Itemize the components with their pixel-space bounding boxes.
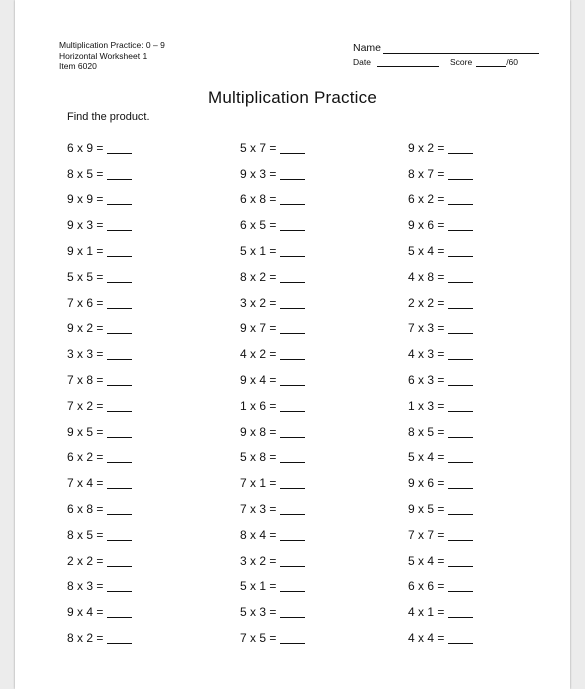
problem-item (67, 316, 132, 342)
meta-line: Item 6020 (59, 61, 97, 71)
answer-blank[interactable] (448, 193, 473, 205)
problem-item (408, 470, 473, 496)
problem-item (67, 419, 132, 445)
problem-text: 3 x 3 = (67, 347, 104, 362)
problem-text: 6 x 2 = (67, 450, 104, 465)
problem-text: 8 x 5 = (67, 166, 104, 181)
answer-blank[interactable] (107, 322, 132, 334)
problem-text: 6 x 8 = (67, 502, 104, 517)
problem-text: 5 x 1 = (240, 244, 277, 259)
problem-item (408, 496, 473, 522)
answer-blank[interactable] (280, 348, 305, 360)
problem-text: 7 x 6 = (67, 295, 104, 310)
problem-item (67, 625, 132, 651)
answer-blank[interactable] (107, 297, 132, 309)
answer-blank[interactable] (107, 451, 132, 463)
problem-item (67, 264, 132, 290)
answer-blank[interactable] (448, 374, 473, 386)
problem-item (408, 290, 473, 316)
problem-item (408, 419, 473, 445)
problem-text: 9 x 7 = (240, 321, 277, 336)
problem-item (408, 161, 473, 187)
problem-item (67, 212, 132, 238)
worksheet-page (15, 0, 570, 689)
problem-item (240, 574, 305, 600)
answer-blank[interactable] (280, 219, 305, 231)
problem-text: 4 x 1 = (408, 605, 445, 620)
problem-text: 1 x 3 = (408, 398, 445, 413)
problem-text: 3 x 2 = (240, 295, 277, 310)
answer-blank[interactable] (448, 632, 473, 644)
worksheet-meta (59, 40, 165, 72)
problem-text: 7 x 4 = (67, 476, 104, 491)
problem-text: 7 x 3 = (408, 321, 445, 336)
problem-text: 9 x 4 = (67, 605, 104, 620)
problem-text: 9 x 8 = (240, 424, 277, 439)
problem-text: 8 x 2 = (240, 269, 277, 284)
answer-blank[interactable] (448, 451, 473, 463)
score-label: Score (449, 57, 473, 67)
problem-item (240, 470, 305, 496)
problem-item (408, 548, 473, 574)
problem-item (408, 238, 473, 264)
problem-item (240, 290, 305, 316)
date-label: Date (353, 57, 371, 67)
answer-blank[interactable] (280, 632, 305, 644)
problem-item (240, 548, 305, 574)
problem-text: 7 x 7 = (408, 527, 445, 542)
problem-text: 7 x 3 = (240, 502, 277, 517)
problem-text: 8 x 4 = (240, 527, 277, 542)
answer-blank[interactable] (107, 271, 132, 283)
problem-item (67, 574, 132, 600)
answer-blank[interactable] (448, 322, 473, 334)
problem-item (408, 341, 473, 367)
problem-text: 5 x 1 = (240, 579, 277, 594)
answer-blank[interactable] (280, 142, 305, 154)
problem-text: 4 x 2 = (240, 347, 277, 362)
problem-item (67, 470, 132, 496)
problem-text: 6 x 3 = (408, 373, 445, 388)
problem-item (67, 238, 132, 264)
answer-blank[interactable] (107, 142, 132, 154)
problem-item (408, 367, 473, 393)
answer-blank[interactable] (448, 168, 473, 180)
answer-blank[interactable] (107, 426, 132, 438)
answer-blank[interactable] (448, 271, 473, 283)
problem-text: 8 x 5 = (67, 527, 104, 542)
answer-blank[interactable] (448, 477, 473, 489)
answer-blank[interactable] (448, 297, 473, 309)
answer-blank[interactable] (280, 271, 305, 283)
problem-item (67, 599, 132, 625)
problem-text: 3 x 2 = (240, 553, 277, 568)
problem-text: 2 x 2 = (408, 295, 445, 310)
problem-item (240, 367, 305, 393)
answer-blank[interactable] (107, 632, 132, 644)
page-title: Multiplication Practice (208, 88, 377, 107)
problem-item (67, 135, 132, 161)
problem-text: 5 x 8 = (240, 450, 277, 465)
meta-line: Horizontal Worksheet 1 (59, 50, 148, 61)
problem-text: 9 x 3 = (67, 218, 104, 233)
problem-item (67, 496, 132, 522)
problem-item (240, 135, 305, 161)
answer-blank[interactable] (280, 245, 305, 257)
problem-text: 5 x 7 = (240, 140, 277, 155)
answer-blank[interactable] (280, 451, 305, 463)
answer-blank[interactable] (280, 606, 305, 618)
problem-text: 7 x 2 = (67, 398, 104, 413)
problem-item (408, 187, 473, 213)
problem-text: 5 x 3 = (240, 605, 277, 620)
problem-item (408, 393, 473, 419)
meta-line: Multiplication Practice: 0 – 9 (59, 40, 165, 50)
answer-blank[interactable] (280, 374, 305, 386)
problem-item (240, 264, 305, 290)
problem-text: 9 x 3 = (240, 166, 277, 181)
problem-text: 9 x 2 = (67, 321, 104, 336)
problem-text: 1 x 6 = (240, 398, 277, 413)
problem-text: 9 x 6 = (408, 218, 445, 233)
student-info (353, 40, 539, 67)
problem-item (240, 161, 305, 187)
answer-blank[interactable] (107, 555, 132, 567)
answer-blank[interactable] (280, 168, 305, 180)
problem-item (408, 522, 473, 548)
answer-blank[interactable] (280, 297, 305, 309)
problem-text: 7 x 5 = (240, 631, 277, 646)
answer-blank[interactable] (107, 168, 132, 180)
answer-blank[interactable] (107, 400, 132, 412)
problem-text: 8 x 5 = (408, 424, 445, 439)
answer-blank[interactable] (280, 477, 305, 489)
problem-text: 7 x 8 = (67, 373, 104, 388)
answer-blank[interactable] (107, 503, 132, 515)
answer-blank[interactable] (448, 245, 473, 257)
answer-blank[interactable] (280, 322, 305, 334)
answer-blank[interactable] (280, 426, 305, 438)
problem-item (240, 212, 305, 238)
answer-blank[interactable] (107, 219, 132, 231)
answer-blank[interactable] (280, 580, 305, 592)
problem-item (240, 419, 305, 445)
problem-item (240, 238, 305, 264)
problem-column-3 (408, 135, 473, 651)
problem-text: 5 x 4 = (408, 450, 445, 465)
problem-item (408, 599, 473, 625)
problem-item (240, 445, 305, 471)
date-blank[interactable] (377, 58, 439, 67)
name-label: Name (353, 42, 382, 54)
problem-text: 4 x 8 = (408, 269, 445, 284)
answer-blank[interactable] (280, 555, 305, 567)
problem-column-1 (67, 135, 132, 651)
answer-blank[interactable] (448, 219, 473, 231)
problem-item (240, 599, 305, 625)
answer-blank[interactable] (448, 580, 473, 592)
problem-item (408, 264, 473, 290)
problem-text: 6 x 6 = (408, 579, 445, 594)
problem-item (240, 625, 305, 651)
problem-item (240, 316, 305, 342)
problem-column-2 (240, 135, 305, 651)
answer-blank[interactable] (280, 400, 305, 412)
answer-blank[interactable] (107, 245, 132, 257)
problem-item (240, 341, 305, 367)
problem-text: 7 x 1 = (240, 476, 277, 491)
answer-blank[interactable] (107, 529, 132, 541)
problem-item (240, 187, 305, 213)
problem-text: 8 x 3 = (67, 579, 104, 594)
answer-blank[interactable] (448, 529, 473, 541)
answer-blank[interactable] (107, 477, 132, 489)
problem-item (408, 135, 473, 161)
problem-text: 9 x 9 = (67, 192, 104, 207)
problem-text: 6 x 8 = (240, 192, 277, 207)
problem-text: 6 x 5 = (240, 218, 277, 233)
answer-blank[interactable] (107, 374, 132, 386)
problem-item (408, 574, 473, 600)
problem-text: 9 x 5 = (67, 424, 104, 439)
problem-item (240, 522, 305, 548)
problem-text: 4 x 3 = (408, 347, 445, 362)
answer-blank[interactable] (448, 348, 473, 360)
problem-item (408, 625, 473, 651)
problem-item (67, 290, 132, 316)
problem-text: 9 x 4 = (240, 373, 277, 388)
answer-blank[interactable] (107, 348, 132, 360)
problem-item (67, 393, 132, 419)
score-total: /60 (506, 57, 519, 67)
problem-item (408, 212, 473, 238)
date-score-row (353, 57, 539, 67)
problem-text: 9 x 6 = (408, 476, 445, 491)
problem-item (240, 496, 305, 522)
answer-blank[interactable] (448, 400, 473, 412)
problem-item (67, 548, 132, 574)
answer-blank[interactable] (448, 426, 473, 438)
name-blank[interactable] (383, 43, 539, 54)
problem-text: 8 x 7 = (408, 166, 445, 181)
problem-item (408, 445, 473, 471)
answer-blank[interactable] (107, 193, 132, 205)
problem-text: 4 x 4 = (408, 631, 445, 646)
answer-blank[interactable] (448, 606, 473, 618)
problem-text: 9 x 1 = (67, 244, 104, 259)
answer-blank[interactable] (280, 529, 305, 541)
name-row (353, 40, 539, 54)
problem-item (240, 393, 305, 419)
answer-blank[interactable] (280, 503, 305, 515)
problem-text: 6 x 2 = (408, 192, 445, 207)
problem-text: 9 x 2 = (408, 140, 445, 155)
score-blank[interactable] (476, 58, 506, 67)
answer-blank[interactable] (107, 580, 132, 592)
problem-text: 2 x 2 = (67, 553, 104, 568)
problem-item (67, 187, 132, 213)
answer-blank[interactable] (448, 142, 473, 154)
problem-item (67, 161, 132, 187)
problem-text: 9 x 5 = (408, 502, 445, 517)
problem-text: 5 x 4 = (408, 553, 445, 568)
problem-item (67, 445, 132, 471)
instruction-text: Find the product. (67, 111, 150, 123)
problem-text: 8 x 2 = (67, 631, 104, 646)
answer-blank[interactable] (280, 193, 305, 205)
problem-text: 6 x 9 = (67, 140, 104, 155)
problem-text: 5 x 4 = (408, 244, 445, 259)
problem-item (67, 341, 132, 367)
answer-blank[interactable] (107, 606, 132, 618)
answer-blank[interactable] (448, 503, 473, 515)
problem-item (408, 316, 473, 342)
problem-item (67, 367, 132, 393)
problem-text: 5 x 5 = (67, 269, 104, 284)
problem-item (67, 522, 132, 548)
answer-blank[interactable] (448, 555, 473, 567)
